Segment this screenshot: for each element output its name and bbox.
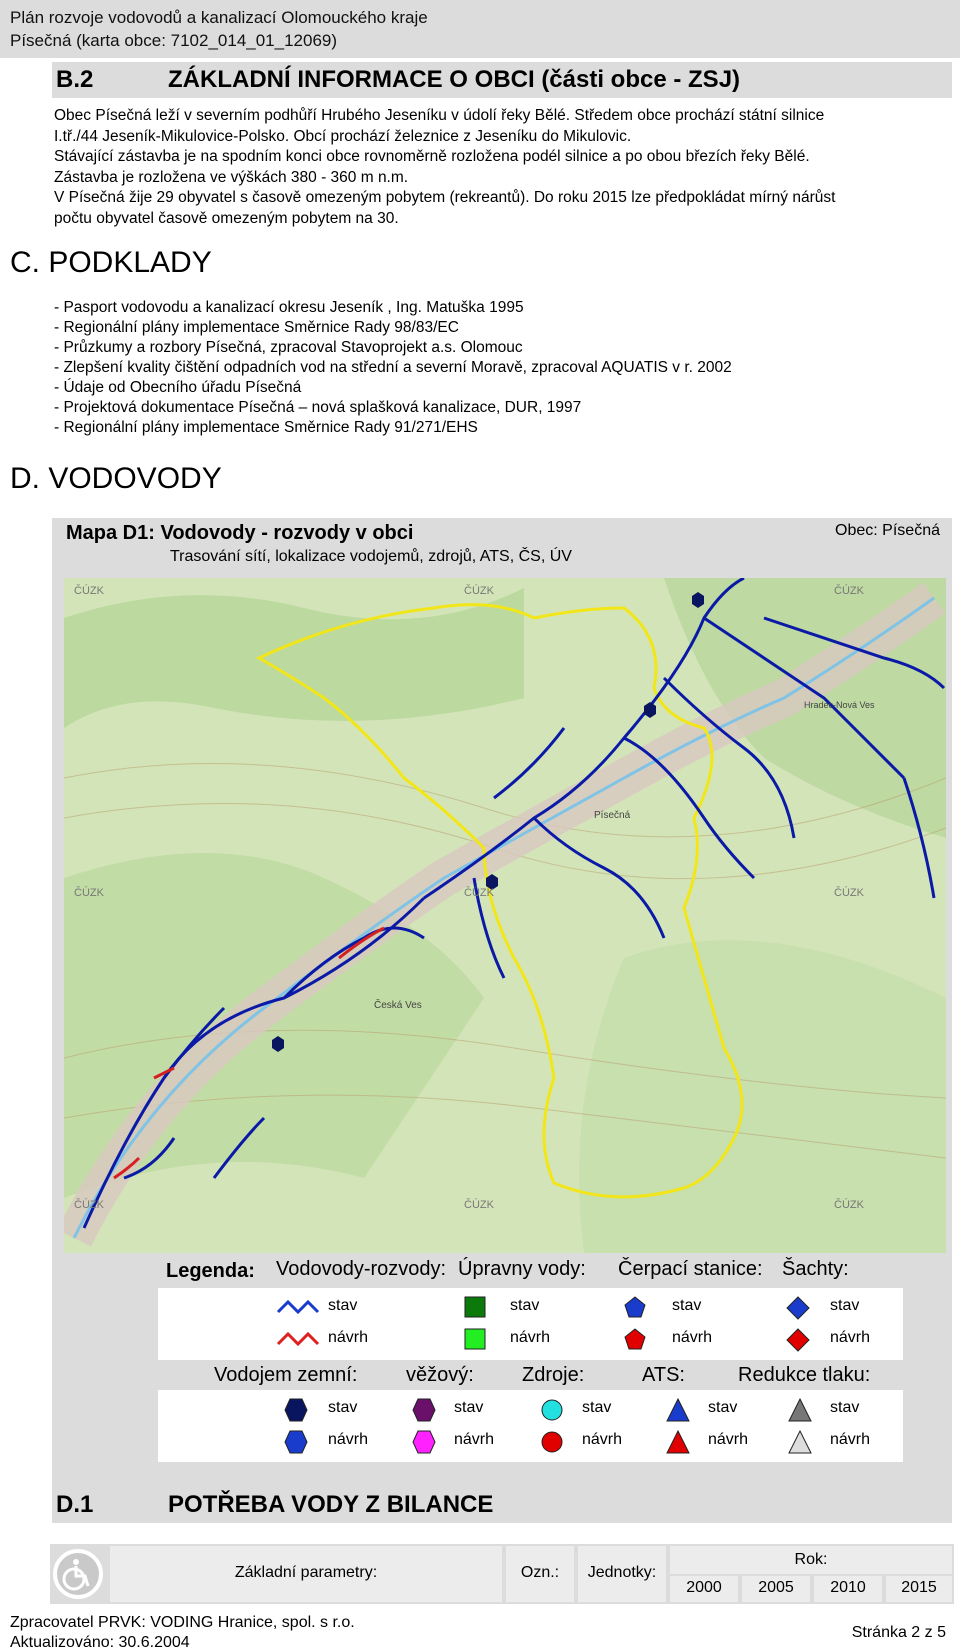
units-header-cell (578, 1546, 666, 1602)
map-watermark: ČÚZK (74, 585, 104, 597)
units-header: Jednotky: (587, 1564, 657, 1581)
list-item: - Údaje od Obecního úřadu Písečná (54, 379, 302, 396)
legend-label-navrh: návrh (454, 1431, 495, 1448)
source-existing-icon (540, 1398, 564, 1422)
place-label: Česká Ves (374, 1000, 422, 1011)
legend-header-ground-reservoir: Vodojem zemní: (214, 1364, 358, 1386)
place-label: Písečná (594, 810, 631, 821)
list-item: - Projektová dokumentace Písečná – nová splašková kanalizace, DUR, 1997 (54, 399, 582, 416)
document-header (0, 0, 960, 58)
sources-list (54, 298, 934, 438)
legend-header-tower: věžový: (406, 1364, 474, 1386)
treatment-proposed-icon (464, 1328, 486, 1350)
list-item: - Regionální plány implementace Směrnice Rady 91/271/EHS (54, 419, 478, 436)
map-watermark: ČÚZK (834, 585, 864, 597)
ats-proposed-icon (666, 1430, 690, 1454)
list-item: - Pasport vodovodu a kanalizací okresu Jeseník , Ing. Matuška 1995 (54, 299, 524, 316)
accessibility-wheel-icon (52, 1546, 104, 1602)
forest-area (579, 940, 946, 1253)
map-watermark: ČÚZK (834, 887, 864, 899)
legend-header-ats: ATS: (642, 1364, 685, 1386)
params-header-cell (110, 1546, 504, 1602)
place-label: Hradec-Nová Ves (804, 700, 875, 710)
section-d1-number: D.1 (56, 1491, 94, 1518)
year-header: Rok: (794, 1551, 828, 1568)
logo (52, 1546, 104, 1602)
section-d-title: D. VODOVODY (10, 462, 222, 495)
map-municipality: Obec: Písečná (835, 522, 940, 539)
legend-label-navrh: návrh (328, 1431, 369, 1448)
list-item: - Průzkumy a rozbory Písečná, zpracoval Stavoprojekt a.s. Olomouc (54, 339, 523, 356)
legend-label-navrh: návrh (582, 1431, 623, 1448)
legend-label-navrh: návrh (830, 1329, 871, 1346)
legend-label-navrh: návrh (328, 1329, 369, 1346)
map-watermark: ČÚZK (464, 887, 494, 899)
section-d1-header (52, 1487, 952, 1523)
legend-label-navrh: návrh (672, 1329, 713, 1346)
legend-header-pressure: Redukce tlaku: (738, 1364, 871, 1386)
year-cell (814, 1576, 882, 1602)
legend-label-stav: stav (510, 1297, 540, 1314)
year-2015: 2015 (901, 1579, 937, 1596)
source-proposed-icon (540, 1430, 564, 1454)
legend-label-navrh: návrh (510, 1329, 551, 1346)
pump-existing-icon (624, 1296, 646, 1318)
legend-header-source: Zdroje: (522, 1364, 585, 1386)
year-cell (742, 1576, 810, 1602)
year-2010: 2010 (830, 1579, 866, 1596)
year-header-cell (670, 1546, 952, 1574)
legend-header-pipes: Vodovody-rozvody: (276, 1258, 447, 1280)
municipality-card-title: Písečná (karta obce: 7102_014_01_12069) (10, 31, 338, 50)
map-watermark: ČÚZK (464, 1199, 494, 1211)
map-watermark: ČÚZK (464, 585, 494, 597)
bilance-table-header (50, 1544, 954, 1604)
section-b2-title: ZÁKLADNÍ INFORMACE O OBCI (části obce - ZSJ) (168, 66, 741, 93)
ozn-header: Ozn.: (520, 1564, 560, 1581)
ground-reservoir-existing-icon (284, 1398, 308, 1422)
section-b2-header (52, 62, 952, 98)
pressure-reducer-existing-icon (788, 1398, 812, 1422)
b2-line: Obec Písečná leží v severním podhůří Hrubého Jeseníku v údolí řeky Bělé. Středem obce prochází státní silnice (54, 107, 825, 124)
tower-reservoir-proposed-icon (412, 1430, 436, 1454)
legend-label-stav: stav (582, 1399, 612, 1416)
b2-line: Stávající zástavba je na spodním konci obce rovnoměrně rozložena podél silnice a po obou březích řeky Bělé. (54, 148, 810, 165)
legend-label-navrh: návrh (830, 1431, 871, 1448)
section-d1-title: POTŘEBA VODY Z BILANCE (168, 1491, 494, 1518)
tower-reservoir-existing-icon (412, 1398, 436, 1422)
legend-label-stav: stav (328, 1297, 358, 1314)
list-item: - Regionální plány implementace Směrnice Rady 98/83/EC (54, 319, 459, 336)
year-cell (670, 1576, 738, 1602)
ozn-header-cell (506, 1546, 574, 1602)
legend-header-pump: Čerpací stanice: (618, 1258, 763, 1280)
legend-title: Legenda: (166, 1260, 255, 1282)
treatment-existing-icon (464, 1296, 486, 1318)
b2-line: počtu obyvatel časově omezeným pobytem na 30. (54, 209, 399, 227)
year-2005: 2005 (758, 1579, 794, 1596)
legend-label-stav: stav (708, 1399, 738, 1416)
water-network-map (64, 578, 946, 1253)
footer-updated: Aktualizováno: 30.6.2004 (10, 1634, 190, 1651)
map-watermark: ČÚZK (74, 1199, 104, 1211)
pipe-proposed-icon (276, 1330, 320, 1348)
legend-label-stav: stav (830, 1297, 860, 1314)
map-panel (52, 518, 952, 1503)
ats-existing-icon (666, 1398, 690, 1422)
ground-reservoir-proposed-icon (284, 1430, 308, 1454)
legend-label-stav: stav (328, 1399, 358, 1416)
section-b2-text (54, 106, 934, 229)
b2-line: I.tř./44 Jeseník-Mikulovice-Polsko. Obcí prochází železnice z Jeseníku do Mikulovic. (54, 127, 632, 145)
pressure-reducer-proposed-icon (788, 1430, 812, 1454)
pipe-existing-icon (276, 1298, 320, 1316)
map-title: Mapa D1: Vodovody - rozvody v obci (66, 522, 414, 544)
manhole-existing-icon (786, 1296, 810, 1320)
legend-box-1 (158, 1288, 903, 1360)
legend-label-stav: stav (454, 1399, 484, 1416)
map-watermark: ČÚZK (74, 887, 104, 899)
section-b2-number: B.2 (56, 66, 94, 93)
list-item: - Zlepšení kvality čištění odpadních vod na střední a severní Moravě, zpracoval AQUATIS v r. 2002 (54, 359, 732, 376)
legend-label-navrh: návrh (708, 1431, 749, 1448)
legend-label-stav: stav (830, 1399, 860, 1416)
section-c-title: C. PODKLADY (10, 246, 212, 279)
footer-processor: Zpracovatel PRVK: VODING Hranice, spol. s r.o. (10, 1614, 355, 1631)
document-title: Plán rozvoje vodovodů a kanalizací Olomouckého kraje (10, 8, 428, 27)
params-header: Základní parametry: (234, 1564, 378, 1581)
footer-page: Stránka 2 z 5 (851, 1624, 946, 1641)
b2-line: Zástavba je rozložena ve výškách 380 - 360 m n.m. (54, 168, 409, 186)
year-2000: 2000 (686, 1579, 722, 1596)
legend-header-manhole: Šachty: (782, 1258, 849, 1280)
legend-box-2 (158, 1390, 903, 1462)
b2-line: V Písečná žije 29 obyvatel s časově omezeným pobytem (rekreantů). Do roku 2015 lze předpokládat mírný nárůst (54, 189, 836, 206)
manhole-proposed-icon (786, 1328, 810, 1352)
map-subtitle: Trasování sítí, lokalizace vodojemů, zdrojů, ATS, ČS, ÚV (170, 548, 572, 565)
year-cell (886, 1576, 952, 1602)
legend-header-treatment: Úpravny vody: (458, 1258, 586, 1280)
pump-proposed-icon (624, 1328, 646, 1350)
legend-label-stav: stav (672, 1297, 702, 1314)
map-watermark: ČÚZK (834, 1199, 864, 1211)
